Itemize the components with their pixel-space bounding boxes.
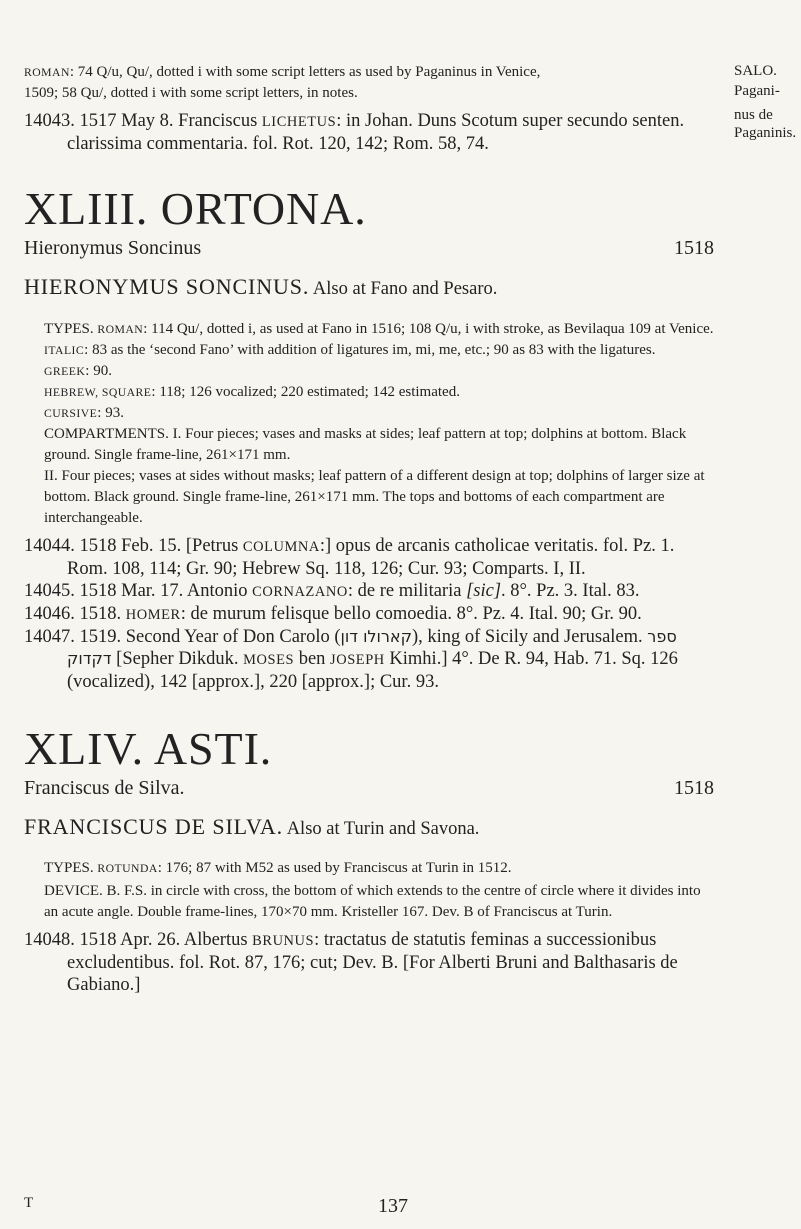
signature-mark: T <box>24 1195 34 1211</box>
margin-note-line: nus de <box>734 107 773 123</box>
entry-14045: 14045. 1518 Mar. 17. Antonio CORNAZANO: de re militaria [sic]. 8°. Pz. 3. Ital. 83. <box>24 580 640 601</box>
section-title: XLIV. ASTI. <box>24 722 273 774</box>
top-paragraph <box>24 62 714 104</box>
entry-14048: 14048. 1518 Apr. 26. Albertus BRUNUS: tractatus de statutis feminas a successionibus excludentibus. fol. Rot. 87, 176; cut; Dev. B. [For Alberti Bruni and Balthasaris de Gabiano.] <box>24 930 678 995</box>
hebrew-text: קארולו דון <box>340 626 412 646</box>
types-italic: ITALIC: 83 as the ‘second Fano’ with addition of ligatures im, mi, me, etc.; 90 as 83 with the ligatures. <box>44 341 656 358</box>
types-rotunda: TYPES. ROTUNDA: 176; 87 with M52 as used by Franciscus at Turin in 1512. <box>44 860 512 876</box>
printer-name: Franciscus de Silva. <box>24 776 185 799</box>
margin-note-line: SALO. <box>734 63 777 79</box>
type-text: 1509; 58 Qu/, dotted i with some script letters, in notes. <box>24 85 358 101</box>
compartments-2: II. Four pieces; vases at sides without masks; leaf pattern of a different design at top; dolphins of larger size at bottom. Black ground. Single frame-line, 261×171 mm. The tops and bottoms of each compartment are interchangeable. <box>44 467 705 526</box>
page-number: 137 <box>378 1195 408 1217</box>
margin-note <box>734 62 796 142</box>
margin-note-line: Paganinis. <box>734 125 797 141</box>
types-cursive: CURSIVE: 93. <box>44 404 124 421</box>
entry-14044: 14044. 1518 Feb. 15. [Petrus COLUMNA:] opus de arcanis catholicae veritatis. fol. Pz. 1. Rom. 108, 114; Gr. 90; Hebrew Sq. 118, 126; Cur. 93; Comparts. I, II. <box>24 535 675 579</box>
types-block <box>24 319 714 529</box>
compartments: COMPARTMENTS. I. Four pieces; vases and masks at sides; leaf pattern at top; dolphins at bottom. Black ground. Single frame-line, 261×171 mm. <box>44 425 687 463</box>
entry-14043: 14043. 1517 May 8. Franciscus LICHETUS: in Johan. Duns Scotum super secundo senten. clarissima commentaria. fol. Rot. 120, 142; Rom. 58, 74. <box>24 111 685 154</box>
section-title: XLIII. ORTONA. <box>24 183 367 234</box>
printer-year: 1518 <box>674 237 714 259</box>
type-text: : 74 Q/u, Qu/, dotted i with some script letters as used by Paganinus in Venice, <box>69 64 541 80</box>
author-name: CORNAZANO <box>252 583 348 600</box>
author-name: HOMER <box>125 606 181 623</box>
types-greek: GREEK: 90. <box>44 362 112 379</box>
types-roman: TYPES. ROMAN: 114 Qu/, dotted i, as used at Fano in 1516; 108 Q/u, i with stroke, as Bevilaqua 109 at Venice. <box>44 320 714 337</box>
types-block <box>24 858 714 923</box>
types-hebrew: HEBREW, SQUARE: 118; 126 vocalized; 220 estimated; 142 estimated. <box>44 383 460 400</box>
printer-heading: FRANCISCUS DE SILVA. Also at Turin and Savona. <box>24 813 480 839</box>
printer-name: Hieronymus Soncinus <box>24 237 202 259</box>
entry-14046: 14046. 1518. HOMER: de murum felisque bello comoedia. 8°. Pz. 4. Ital. 90; Gr. 90. <box>24 603 642 624</box>
printer-line <box>24 777 714 800</box>
author-name: BRUNUS <box>252 933 315 949</box>
author-name: COLUMNA <box>242 538 320 555</box>
printer-line <box>24 237 714 260</box>
device-description: DEVICE. B. F.S. in circle with cross, the bottom of which extends to the centre of circle where it divides into an acute angle. Double frame-lines, 170×70 mm. Kristeller 167. Dev. B of Franciscus at Turin. <box>44 883 701 920</box>
printer-heading: HIERONYMUS SONCINUS. Also at Fano and Pesaro. <box>24 274 498 299</box>
hebrew-text: ספר דקדוק <box>67 626 677 668</box>
author-name: LICHETUS <box>261 114 337 130</box>
entry-14047: 14047. 1519. Second Year of Don Carolo (קארולו דון), king of Sicily and Jerusalem. ספר דקדוק [Sepher Dikduk. MOSES ben JOSEPH Kimhi.] 4°. De R. 94, Hab. 71. Sq. 126 (vocalized), 142 [approx.], 220 [approx.]; Cur. 93. <box>24 626 678 692</box>
type-label: ROMAN <box>24 66 70 79</box>
page-body <box>24 0 714 996</box>
margin-note-line: Pagani- <box>734 83 780 99</box>
printer-year: 1518 <box>674 776 714 799</box>
